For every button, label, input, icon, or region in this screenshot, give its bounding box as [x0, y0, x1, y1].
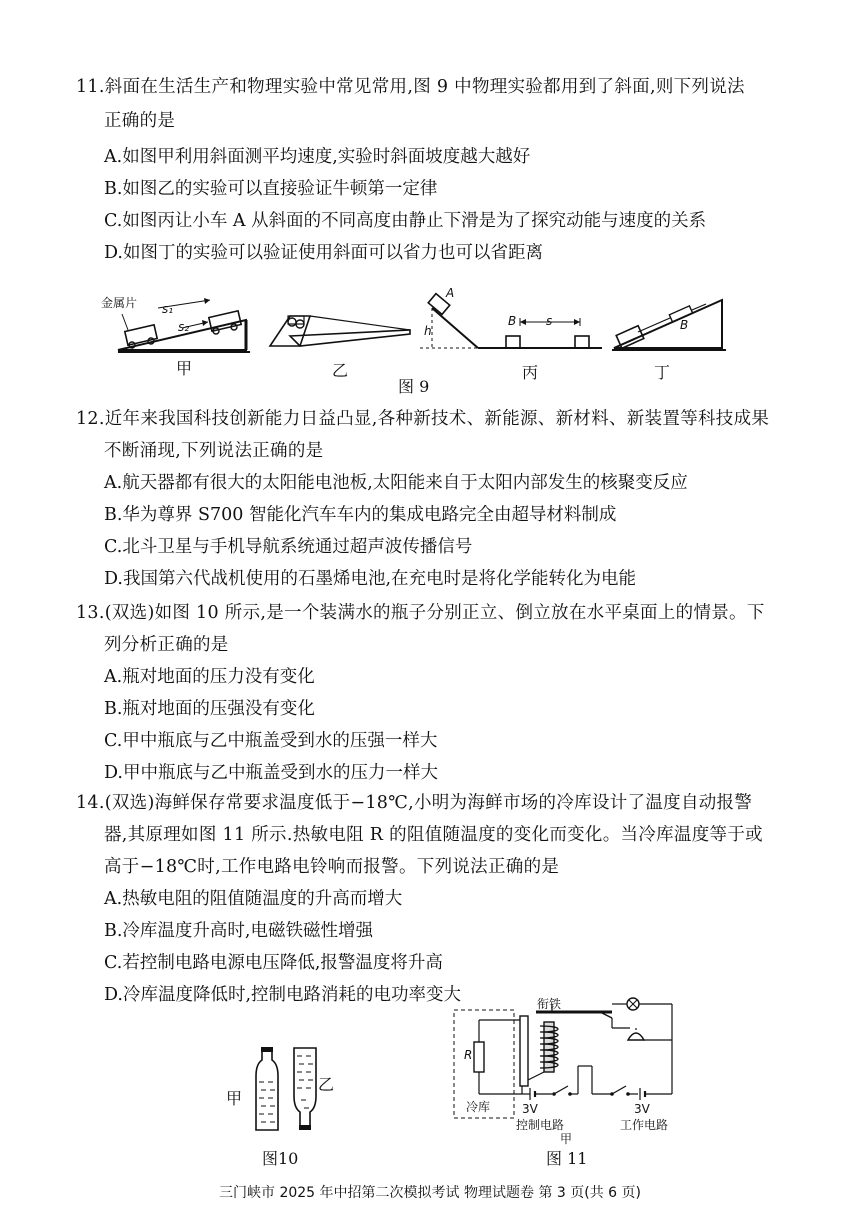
q11-stem-line1: 11.斜面在生活生产和物理实验中常见常用,图 9 中物理实验都用到了斜面,则下列说法: [76, 77, 745, 97]
fig9-ding-diagram: [610, 296, 730, 352]
fig10-jia-label: 甲: [226, 1089, 243, 1108]
fig9-s1-label: s₁: [162, 302, 174, 316]
fig9-jia-label: 甲: [176, 359, 193, 378]
fig9-a-label: A: [446, 286, 455, 300]
fig11-control-voltage: 3V: [522, 1102, 538, 1116]
q11-option-a: A.如图甲利用斜面测平均速度,实验时斜面坡度越大越好: [104, 147, 531, 167]
q12-stem-line1: 12.近年来我国科技创新能力日益凸显,各种新技术、新能源、新材料、新装置等科技成果: [76, 409, 770, 429]
q14-stem-line2: 器,其原理如图 11 所示.热敏电阻 R 的阻值随温度的变化而变化。当冷库温度等于或: [104, 825, 763, 845]
fig10-yi-label: 乙: [318, 1075, 335, 1094]
fig9-ding-label: 丁: [654, 363, 671, 382]
fig9-bing-label: 丙: [522, 363, 539, 382]
fig11-r-label: R: [464, 1048, 473, 1062]
fig11-caption: 图 11: [546, 1149, 588, 1168]
q12-option-b: B.华为尊界 S700 智能化汽车车内的集成电路完全由超导材料制成: [104, 505, 617, 525]
q14-option-a: A.热敏电阻的阻值随温度的升高而增大: [104, 889, 403, 909]
q11-stem-line2: 正确的是: [104, 111, 176, 131]
fig9-yi-diagram: [270, 310, 415, 350]
q12-stem-line2: 不断涌现,下列说法正确的是: [104, 441, 324, 461]
q13-option-b: B.瓶对地面的压强没有变化: [104, 699, 315, 719]
fig9-h-label: h: [424, 324, 432, 338]
q14-stem-line1: 14.(双选)海鲜保存常要求温度低于−18℃,小明为海鲜市场的冷库设计了温度自动报警: [76, 793, 753, 813]
fig11-cold-room-label: 冷库: [466, 1100, 491, 1114]
q13-option-c: C.甲中瓶底与乙中瓶盖受到水的压强一样大: [104, 731, 438, 751]
fig9-b-label: B: [508, 314, 517, 328]
q14-option-d: D.冷库温度降低时,控制电路消耗的电功率变大: [104, 985, 462, 1005]
fig9-caption: 图 9: [398, 377, 430, 396]
q13-stem-line2: 列分析正确的是: [104, 635, 229, 655]
fig11-work-voltage: 3V: [634, 1102, 650, 1116]
fig10-caption: 图10: [262, 1149, 299, 1168]
q12-option-d: D.我国第六代战机使用的石墨烯电池,在充电时是将化学能转化为电能: [104, 569, 637, 589]
fig9-metal-label: 金属片: [101, 296, 138, 310]
q14-option-c: C.若控制电路电源电压降低,报警温度将升高: [104, 953, 443, 973]
page-footer: 三门峡市 2025 年中招第二次模拟考试 物理试题卷 第 3 页(共 6 页): [219, 1185, 641, 1201]
q14-option-b: B.冷库温度升高时,电磁铁磁性增强: [104, 921, 373, 941]
fig11-armature-label: 衔铁: [537, 997, 562, 1011]
q12-option-c: C.北斗卫星与手机导航系统通过超声波传播信号: [104, 537, 473, 557]
q13-option-a: A.瓶对地面的压力没有变化: [104, 667, 315, 687]
q12-option-a: A.航天器都有很大的太阳能电池板,太阳能来自于太阳内部发生的核聚变反应: [104, 473, 688, 493]
q14-stem-line3: 高于−18℃时,工作电路电铃响而报警。下列说法正确的是: [104, 857, 560, 877]
q11-option-b: B.如图乙的实验可以直接验证牛顿第一定律: [104, 179, 438, 199]
fig11-control-circuit-label: 控制电路: [516, 1118, 565, 1132]
q13-stem-line1: 13.(双选)如图 10 所示,是一个装满水的瓶子分别正立、倒立放在水平桌面上的情景。下: [76, 603, 765, 623]
q11-option-d: D.如图丁的实验可以验证使用斜面可以省力也可以省距离: [104, 243, 543, 263]
fig9-s2-label: s₂: [178, 320, 190, 334]
fig9-b2-label: B: [680, 318, 689, 332]
q13-option-d: D.甲中瓶底与乙中瓶盖受到水的压力一样大: [104, 763, 438, 783]
fig11-jia-label: 甲: [560, 1132, 573, 1146]
q11-option-c: C.如图丙让小车 A 从斜面的不同高度由静止下滑是为了探究动能与速度的关系: [104, 211, 707, 231]
fig9-yi-label: 乙: [332, 361, 349, 380]
fig9-s-label: s: [546, 314, 553, 328]
fig11-work-circuit-label: 工作电路: [620, 1118, 669, 1132]
